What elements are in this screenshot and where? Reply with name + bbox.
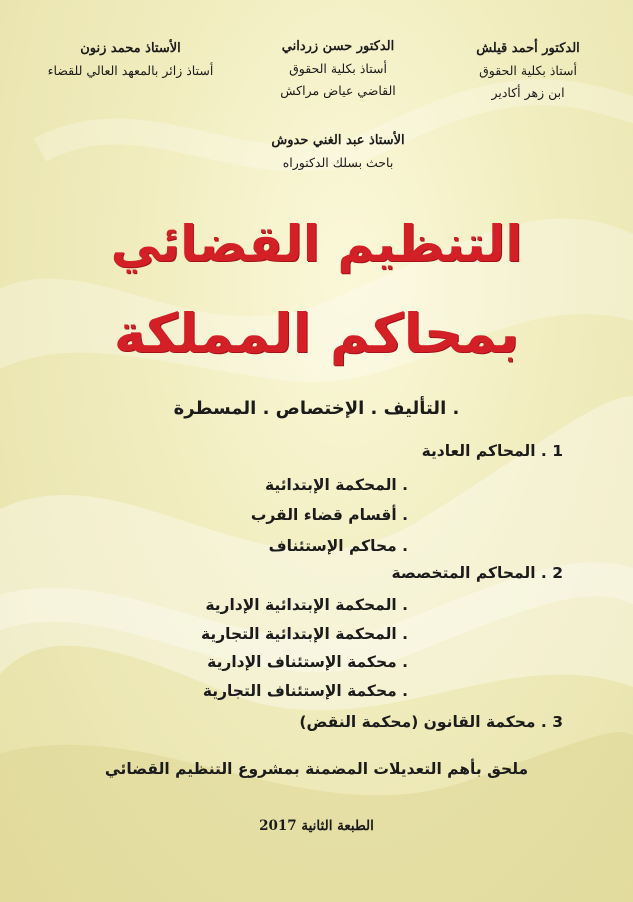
author-affiliation: القاضي عياض مراكش bbox=[280, 83, 396, 98]
contents-section: 2 . المحاكم المتخصصة bbox=[391, 564, 563, 582]
contents-item: . أقسام قضاء القرب bbox=[250, 506, 408, 524]
author-affiliation: ابن زهر أكادير bbox=[491, 85, 565, 100]
contents-item: . المحكمة الإبتدائية الإدارية bbox=[205, 596, 408, 614]
contents-item: . محكمة الإستئناف التجارية bbox=[202, 682, 408, 700]
book-title-line-1: التنظيم القضائي bbox=[110, 215, 523, 273]
author-affiliation: باحث بسلك الدكتوراه bbox=[282, 155, 394, 170]
contents-item: . المحكمة الإبتدائية التجارية bbox=[201, 625, 408, 643]
contents-section: 3 . محكمة القانون (محكمة النقض) bbox=[299, 713, 563, 731]
author-affiliation: أستاذ بكلية الحقوق bbox=[479, 63, 577, 78]
author-name: الدكتور حسن زرداني bbox=[281, 39, 395, 54]
contents-item: . محكمة الإستئناف الإدارية bbox=[207, 653, 408, 671]
author-affiliation: أستاذ زائر بالمعهد العالي للقضاء bbox=[47, 63, 214, 78]
author-block bbox=[23, 38, 238, 82]
edition-label: الطبعة الثانية 2017 bbox=[259, 818, 374, 834]
annex-note: ملحق بأهم التعديلات المضمنة بمشروع التنظيم القضائي bbox=[104, 760, 529, 778]
author-name: الدكتور أحمد قيلش bbox=[476, 41, 580, 56]
author-name: الأستاذ عبد الغني حدوش bbox=[271, 133, 405, 148]
author-block bbox=[453, 38, 603, 104]
book-title-line-2: بمحاكم المملكة bbox=[113, 302, 520, 365]
author-block bbox=[243, 36, 433, 102]
author-block bbox=[243, 130, 433, 174]
author-affiliation: أستاذ بكلية الحقوق bbox=[289, 61, 387, 76]
contents-item: . محاكم الإستئناف bbox=[268, 537, 408, 555]
author-name: الأستاذ محمد زنون bbox=[80, 41, 181, 56]
book-subtitle: . التأليف . الإختصاص . المسطرة bbox=[173, 398, 460, 419]
contents-section: 1 . المحاكم العادية bbox=[421, 442, 563, 460]
contents-item: . المحكمة الإبتدائية bbox=[265, 476, 408, 494]
